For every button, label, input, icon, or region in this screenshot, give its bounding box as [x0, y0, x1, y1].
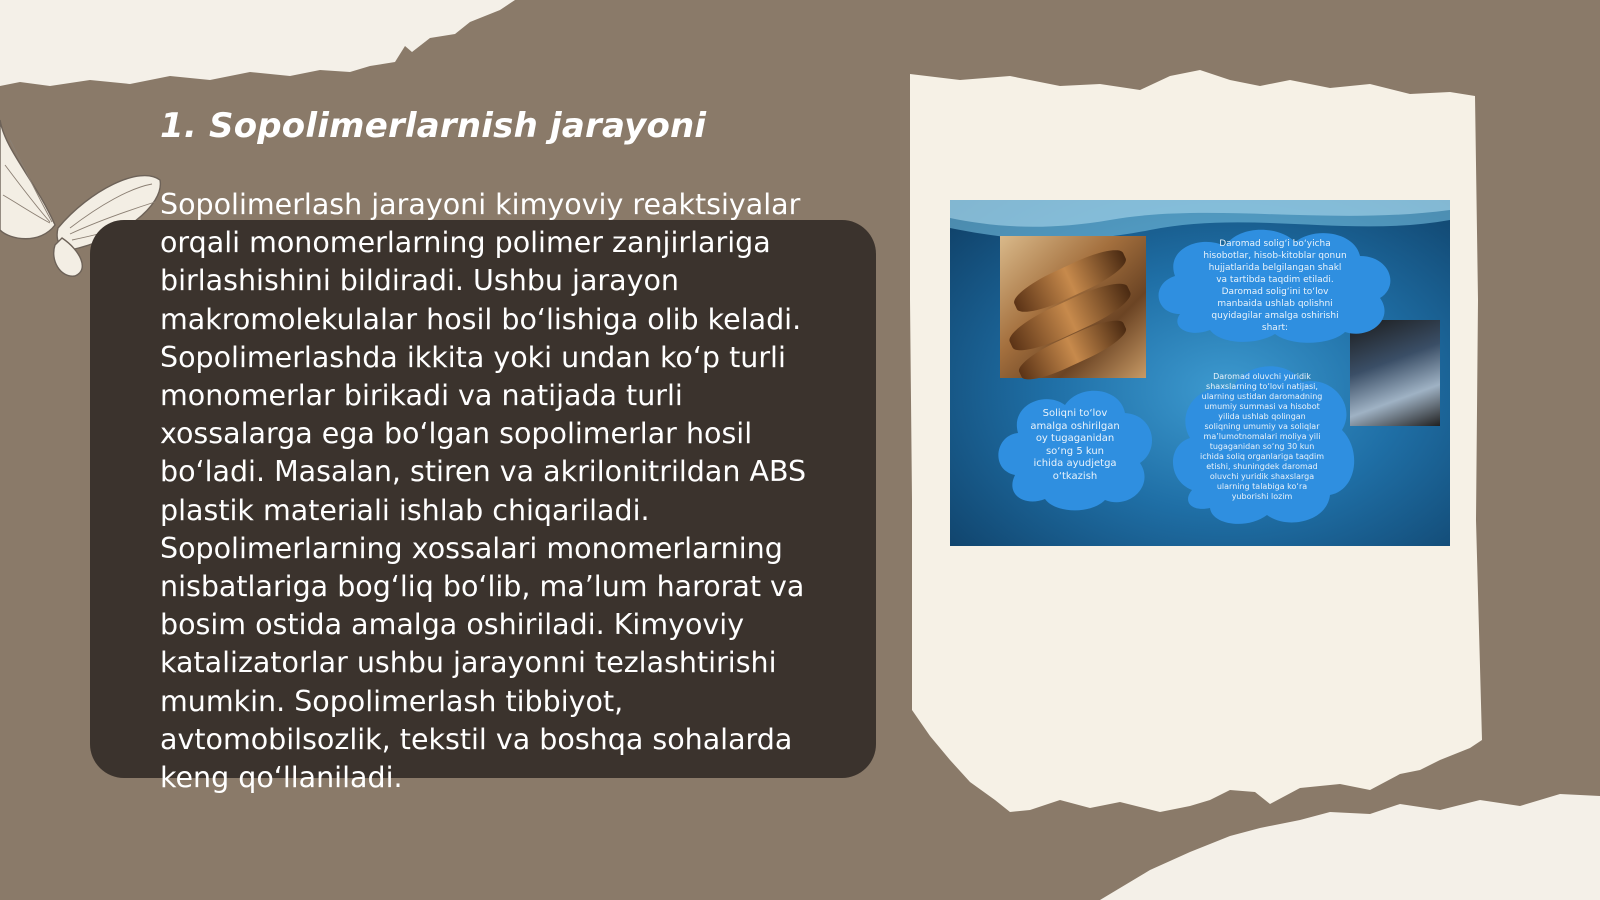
body-line: avtomobilsozlik, tekstil va boshqa sohalarda [160, 722, 793, 756]
body-line: plastik materiali ishlab chiqariladi. [160, 493, 650, 527]
cloud-text-left: Soliqni to‘lov amalga oshirilgan oy tugaganidan so‘ng 5 kun ichida ayudjetga o‘tkazish [1030, 408, 1120, 482]
body-line: orqali monomerlarning polimer zanjirlariga [160, 226, 771, 260]
body-line: bosim ostida amalga oshiriladi. Kimyoviy [160, 608, 745, 642]
leather-rolls-photo [1000, 236, 1146, 378]
slide-body-text [160, 186, 860, 797]
body-line: birlashishini bildiradi. Ushbu jarayon [160, 264, 679, 298]
body-line: katalizatorlar ushbu jarayonni tezlashtirishi [160, 646, 777, 680]
slide-title: 1. Sopolimerlarnish jarayoni [160, 106, 707, 146]
cloud-text-right: Daromad oluvchi yuridik shaxslarning to‘lovi natijasi, ularning ustidan daromadning umumiy summasi va hisobot yilida ushlab qolingan soliqning umumiy va soliqlar ma’lumotnomalari moliya yili tugaganidan so‘ng 30 kun ichida soliq organlariga taqdim etishi, shuningdek daromad oluvchi yuridik shaxslarga ularning talabiga ko‘ra yuborishi lozim [1199, 372, 1325, 501]
body-line: Sopolimerlash jarayoni kimyoviy reaktsiyalar [160, 188, 801, 221]
body-line: nisbatlariga bog‘liq bo‘lib, ma’lum harorat va [160, 570, 805, 604]
cloud-text-top: Daromad solig‘i bo‘yicha hisobotlar, hisob-kitoblar qonun hujjatlarida belgilangan shakl va tartibda taqdim etiladi. Daromad solig‘ini to‘lov manbaida ushlab qolishni quyidagilar amalga oshirishi shart: [1203, 239, 1347, 333]
body-line: Sopolimerlashda ikkita yoki undan ko‘p turli [160, 340, 786, 374]
body-line: Sopolimerlarning xossalari monomerlarning [160, 531, 783, 565]
body-line: keng qo‘llaniladi. [160, 761, 403, 795]
body-line: monomerlar birikadi va natijada turli [160, 379, 683, 413]
body-line: bo‘ladi. Masalan, stiren va akrilonitrildan ABS [160, 455, 807, 489]
body-line: mumkin. Sopolimerlash tibbiyot, [160, 684, 624, 718]
body-line: makromolekulalar hosil bo‘lishiga olib keladi. [160, 302, 802, 336]
embedded-slide-image [950, 200, 1450, 546]
body-line: xossalarga ega bo‘lgan sopolimerlar hosil [160, 417, 753, 451]
